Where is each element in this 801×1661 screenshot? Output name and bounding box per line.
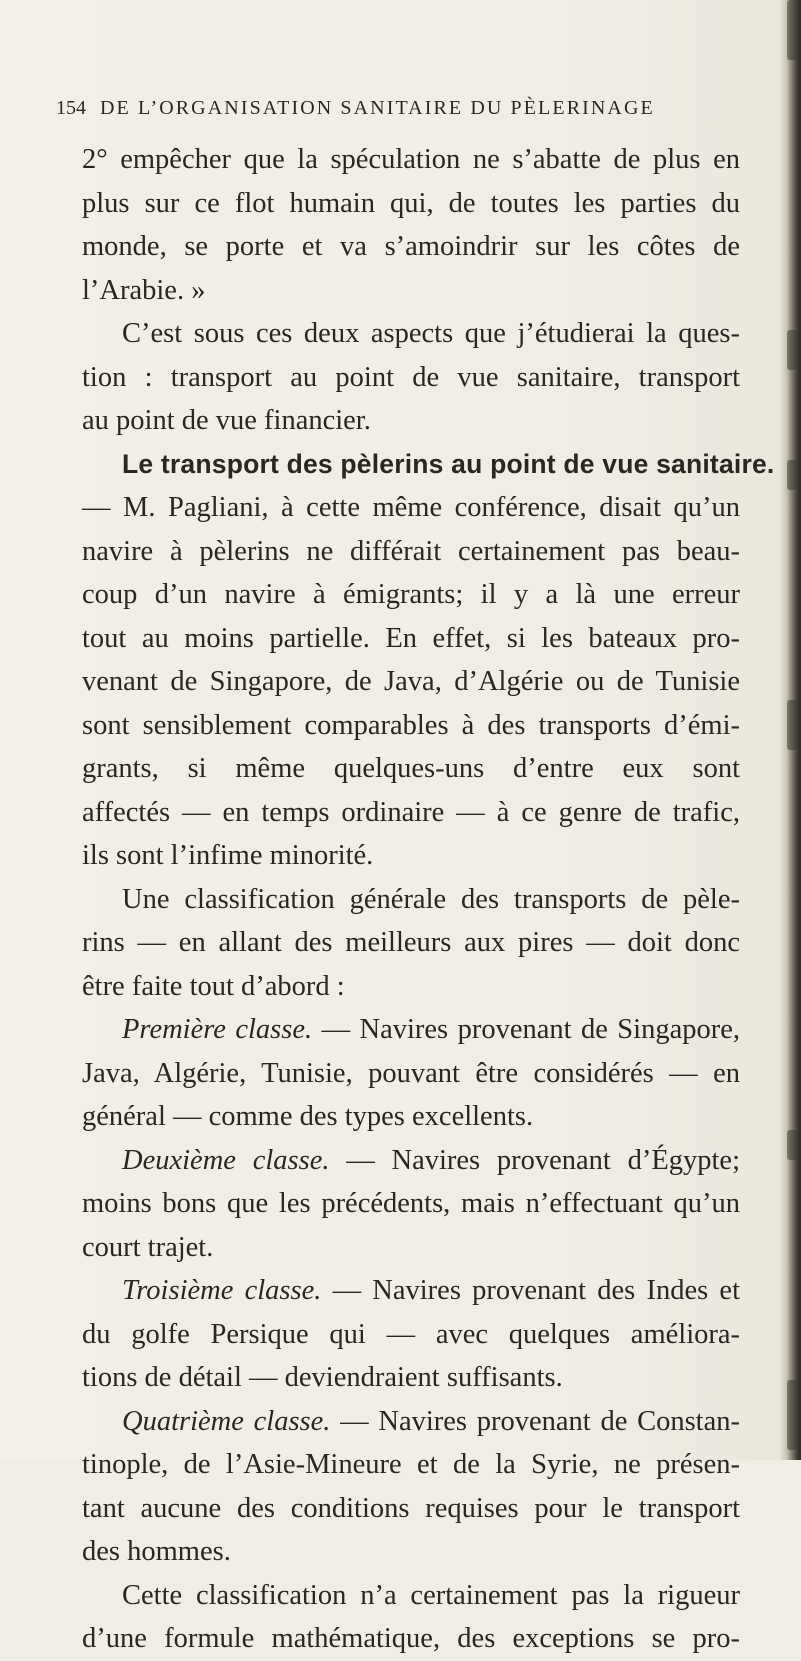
text-line: plus sur ce flot humain qui, de toutes les parties du [82, 187, 740, 219]
running-title: DE L’ORGANISATION SANITAIRE DU PÈLERINAGE [100, 97, 655, 119]
body-text [82, 138, 775, 1661]
page-number: 154 [56, 97, 86, 119]
paragraph-third-class [82, 1269, 740, 1400]
page-edge-shadow [779, 0, 801, 1460]
text-line [82, 1269, 740, 1313]
paragraph-fourth-class [82, 1400, 740, 1574]
text-line: Java, Algérie, Tunisie, pouvant être considérés — en [82, 1057, 740, 1089]
text-line: Cette classification n’a certainement pas la rigueur [122, 1579, 740, 1611]
text-line: général — comme des types excellents. [82, 1101, 534, 1132]
text-line: court trajet. [82, 1231, 214, 1263]
text-line: l’Arabie. » [82, 274, 206, 306]
text-line: Une classification générale des transports de pèle- [122, 883, 740, 915]
text-line [82, 1008, 740, 1052]
paragraph-two-aspects [82, 312, 740, 443]
text-line: au point de vue financier. [82, 405, 371, 436]
text-line: — M. Pagliani, à cette même conférence, disait qu’un [82, 492, 740, 523]
text-line: grants, si même quelques-uns d’entre eux sont [82, 753, 740, 784]
text-line: sont sensiblement comparables à des transports d’émi- [82, 709, 740, 741]
class-label: Quatrième classe. [122, 1405, 331, 1437]
text-line: C’est sous ces deux aspects que j’étudierai la ques- [122, 318, 740, 349]
text-line: tinople, de l’Asie-Mineure et de la Syrie, ne présen- [82, 1449, 740, 1480]
text-line: rins — en allant des meilleurs aux pires — doit donc [82, 927, 740, 958]
text-line: monde, se porte et va s’amoindrir sur les côtes de [82, 231, 740, 262]
text-line: 2° empêcher que la spéculation ne s’abatte de plus en [82, 144, 740, 175]
paragraph-closing [82, 1574, 740, 1661]
text-line: tion : transport au point de vue sanitaire, transport [82, 361, 740, 393]
text-line: des hommes. [82, 1536, 231, 1567]
text-line: coup d’un navire à émigrants; il y a là une erreur [82, 579, 740, 610]
class-description: — Navires provenant des Indes et [321, 1275, 740, 1306]
text-line [82, 1139, 740, 1183]
class-description: — Navires provenant de Constan- [330, 1405, 740, 1437]
class-label: Première classe. [122, 1014, 313, 1045]
text-line: du golfe Persique qui — avec quelques améliora- [82, 1318, 740, 1350]
text-line: tout au moins partielle. En effet, si les bateaux pro- [82, 622, 740, 654]
paragraph-classification-intro [82, 878, 740, 1009]
class-label: Troisième classe. [122, 1275, 322, 1306]
text-line: tant aucune des conditions requises pour le transport [82, 1492, 740, 1524]
paragraph-point-2 [82, 138, 740, 312]
text-line: tions de détail — deviendraient suffisants. [82, 1362, 563, 1393]
text-line: ils sont l’infime minorité. [82, 840, 374, 871]
section-heading: Le transport des pèlerins au point de vue sanitaire. [122, 448, 775, 479]
text-line: d’une formule mathématique, des exceptions se pro- [82, 1623, 740, 1654]
text-line [82, 1400, 740, 1444]
class-description: — Navires provenant d’Égypte; [329, 1144, 740, 1176]
text-line: moins bons que les précédents, mais n’effectuant qu’un [82, 1188, 740, 1219]
paragraph-section-sanitary [82, 443, 775, 878]
text-line: être faite tout d’abord : [82, 970, 345, 1002]
text-line: navire à pèlerins ne différait certainement pas beau- [82, 535, 740, 567]
text-line: affectés — en temps ordinaire — à ce genre de trafic, [82, 796, 740, 828]
paragraph-first-class [82, 1008, 740, 1139]
paragraph-second-class [82, 1139, 740, 1270]
running-header [56, 97, 736, 123]
class-description: — Navires provenant de Singapore, [312, 1014, 740, 1045]
text-line: venant de Singapore, de Java, d’Algérie ou de Tunisie [82, 666, 740, 697]
class-label: Deuxième classe. [122, 1144, 330, 1176]
